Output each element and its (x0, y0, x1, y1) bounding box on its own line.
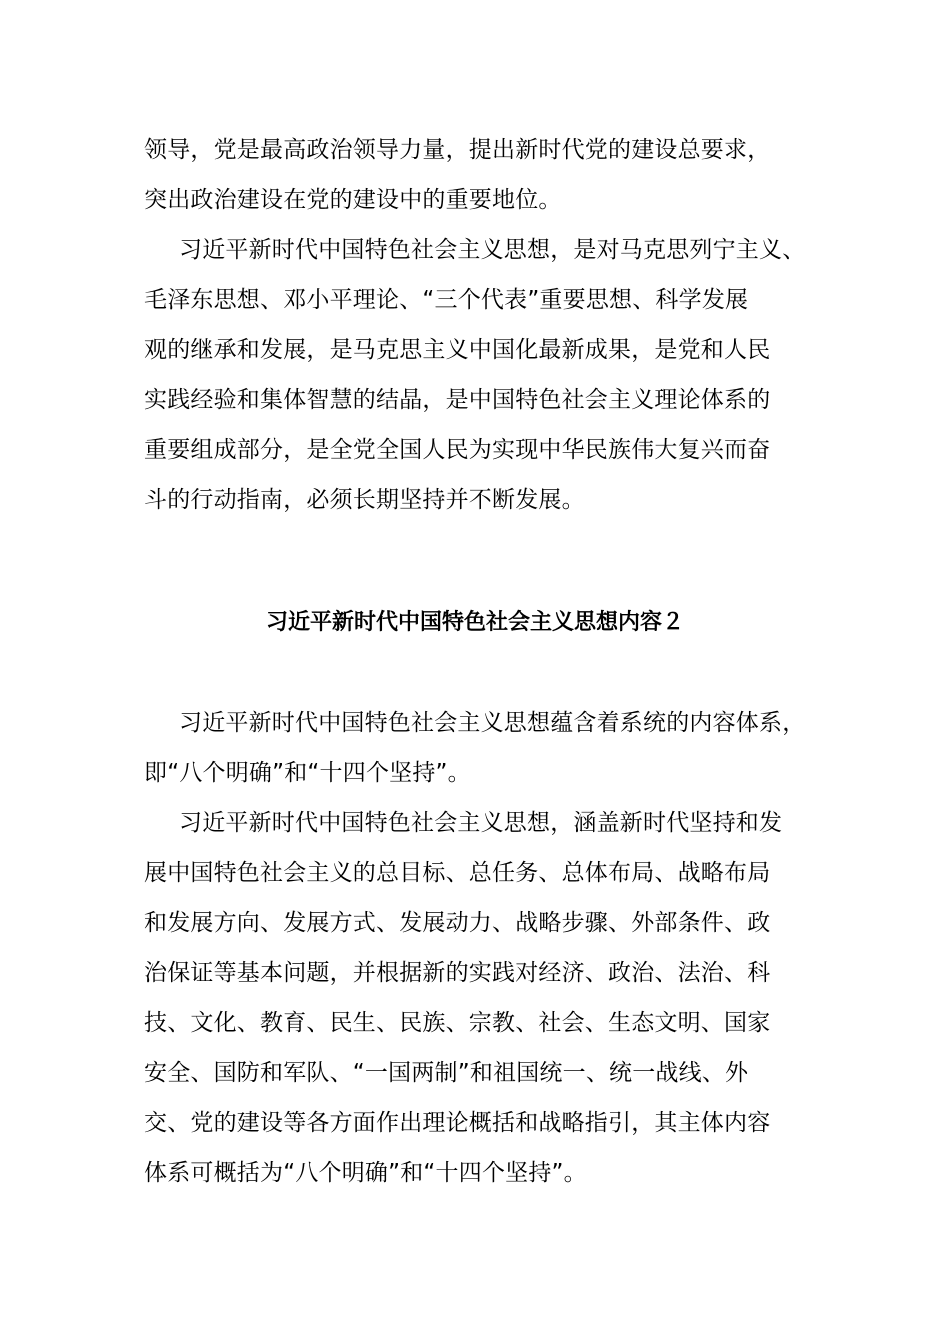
paragraph-4-line-3: 和发展方向、发展方式、发展动力、战略步骤、外部条件、政 (144, 910, 771, 936)
paragraph-3-line-1: 习近平新时代中国特色社会主义思想蕴含着系统的内容体系， (179, 710, 806, 736)
paragraph-2-line-3: 观的继承和发展，是马克思主义中国化最新成果，是党和人民 (144, 337, 771, 363)
paragraph-4-line-8: 体系可概括为“八个明确”和“十四个坚持”。 (144, 1160, 587, 1186)
paragraph-1-line-2: 突出政治建设在党的建设中的重要地位。 (144, 187, 562, 213)
paragraph-4-line-7: 交、党的建设等各方面作出理论概括和战略指引，其主体内容 (144, 1110, 771, 1136)
paragraph-2-line-4: 实践经验和集体智慧的结晶，是中国特色社会主义理论体系的 (144, 387, 771, 413)
paragraph-1-line-1: 领导，党是最高政治领导力量，提出新时代党的建设总要求， (144, 137, 771, 163)
paragraph-4-line-6: 安全、国防和军队、“一国两制”和祖国统一、统一战线、外 (144, 1060, 749, 1086)
section-heading: 习近平新时代中国特色社会主义思想内容２ (265, 610, 684, 635)
paragraph-2-line-5: 重要组成部分，是全党全国人民为实现中华民族伟大复兴而奋 (144, 437, 771, 463)
paragraph-4-line-5: 技、文化、教育、民生、民族、宗教、社会、生态文明、国家 (144, 1010, 771, 1036)
paragraph-4-line-1: 习近平新时代中国特色社会主义思想，涵盖新时代坚持和发 (179, 810, 783, 836)
paragraph-2-line-6: 斗的行动指南，必须长期坚持并不断发展。 (144, 487, 585, 513)
paragraph-4-line-2: 展中国特色社会主义的总目标、总任务、总体布局、战略布局 (144, 860, 771, 886)
paragraph-4-line-4: 治保证等基本问题，并根据新的实践对经济、政治、法治、科 (144, 960, 771, 986)
paragraph-2-line-2: 毛泽东思想、邓小平理论、“三个代表”重要思想、科学发展 (144, 287, 749, 313)
paragraph-3-line-2: 即“八个明确”和“十四个坚持”。 (144, 760, 471, 786)
paragraph-2-line-1: 习近平新时代中国特色社会主义思想，是对马克思列宁主义、 (179, 237, 806, 263)
